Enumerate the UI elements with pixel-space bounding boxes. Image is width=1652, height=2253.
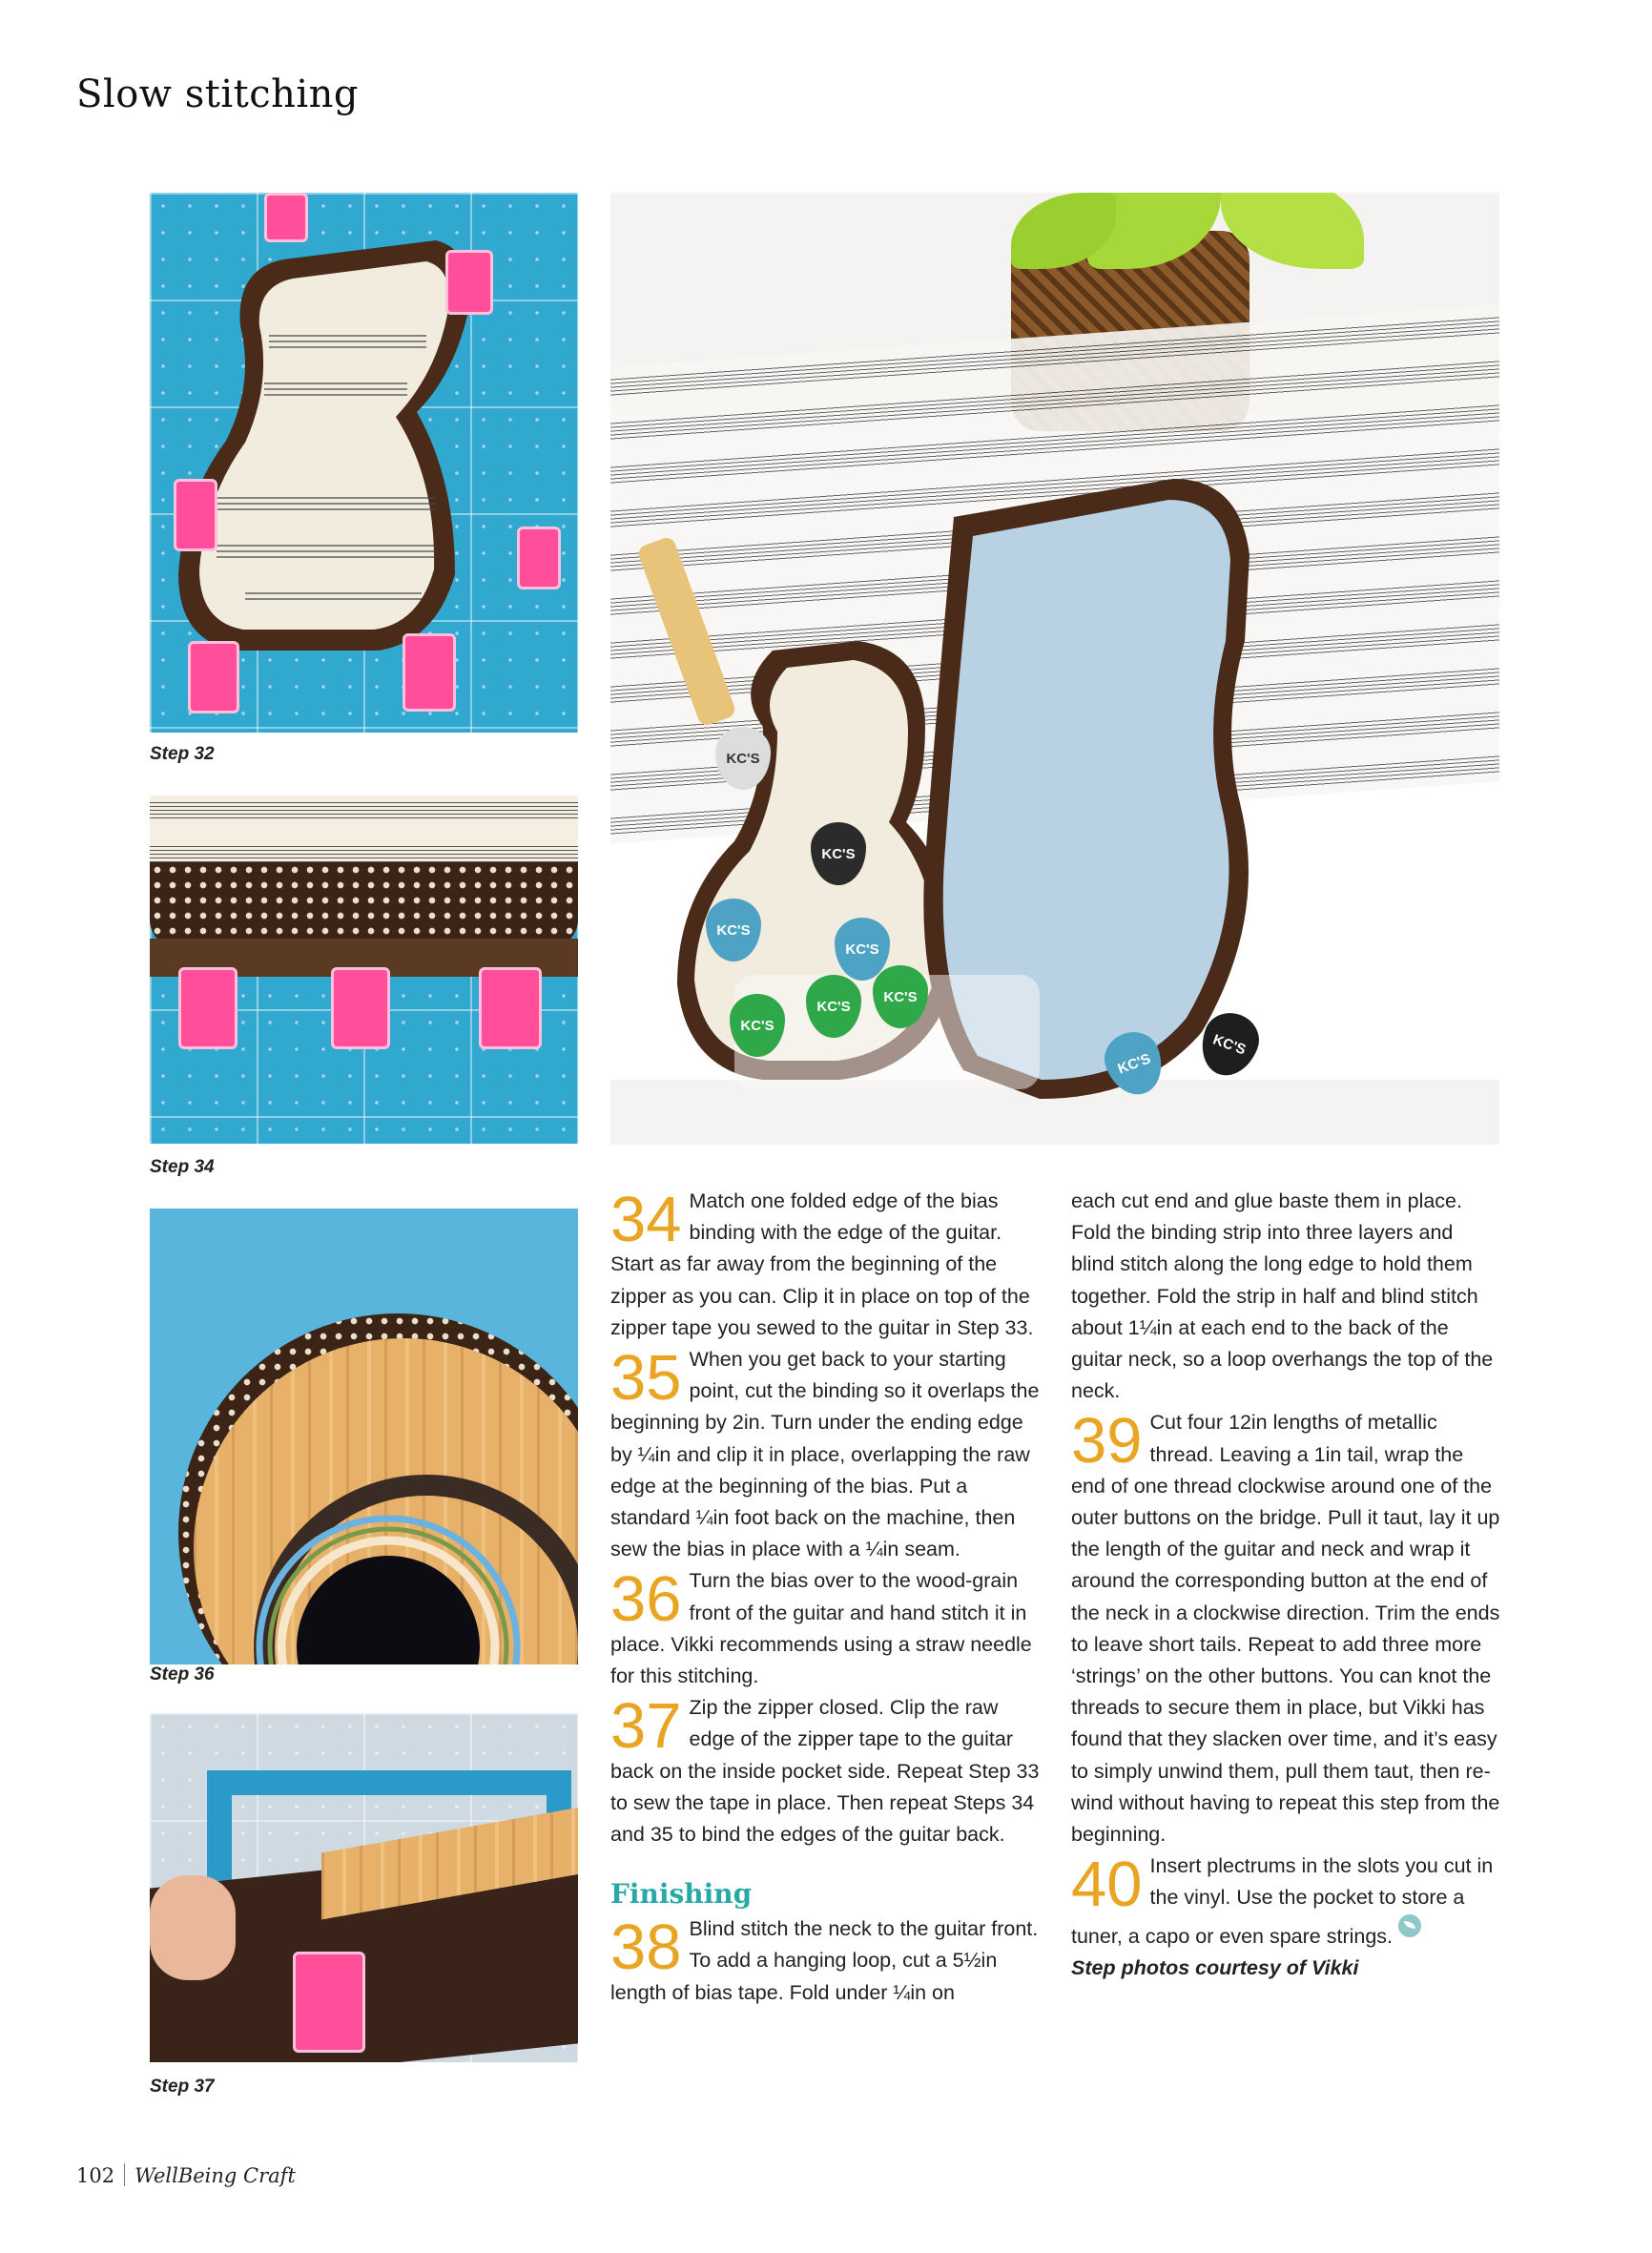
step-32-photo [150, 193, 578, 733]
step-number: 37 [610, 1690, 682, 1763]
step-text: Turn the bias over to the wood-grain front of the guitar and hand stitch it in place. Vikki recommends using a straw needle for this stitching. [610, 1569, 1032, 1688]
pick: KC'S [706, 899, 761, 961]
footer-divider [124, 2163, 125, 2186]
pick: KC'S [715, 727, 771, 790]
caption-step-34: Step 34 [150, 1157, 215, 1177]
step-number: 38 [610, 1912, 682, 1984]
step-number: 34 [610, 1184, 682, 1255]
text-column-1 [610, 1186, 1042, 2009]
step-number: 40 [1071, 1849, 1143, 1921]
step-37 [610, 1692, 1042, 1850]
step-38 [610, 1913, 1042, 2009]
step-38-continuation: each cut end and glue baste them in place. Fold the binding strip into three layers and blind stitch along the long edge to hold them together. Fold the strip in half and blind stitch about 1¼in at each end to the back of the guitar neck, so a loop overhangs the top of the neck. [1071, 1189, 1494, 1403]
page-footer [76, 2163, 296, 2187]
step-36-photo [150, 1209, 578, 1664]
photo-credit: Step photos courtesy of Vikki [1071, 1955, 1359, 1979]
step-text: Blind stitch the neck to the guitar front. To add a hanging loop, cut a 5½in length of bias tape. Fold under ¼in on [610, 1917, 1039, 2004]
step-text: Insert plectrums in the slots you cut in the vinyl. Use the pocket to store a tuner, a capo or even spare strings. [1071, 1854, 1494, 1948]
step-number: 39 [1071, 1405, 1143, 1478]
pick: KC'S [806, 975, 861, 1038]
step-text: When you get back to your starting point, cut the binding so it overlaps the beginning by 2in. Turn under the ending edge by ¼in and clip it in place, overlapping the raw edge at the beginning of the bias. Put a standard ¼in foot back on the machine, then sew the bias in place with a ¼in seam. [610, 1348, 1040, 1561]
pick: KC'S [835, 918, 890, 981]
caption-step-37: Step 37 [150, 2077, 215, 2097]
pick: KC'S [811, 822, 866, 885]
step-number: 36 [610, 1563, 682, 1636]
step-34-photo [150, 796, 578, 1144]
main-photo-guitar-case [610, 193, 1499, 1145]
step-text: Match one folded edge of the bias binding with the edge of the guitar. Start as far away from the beginning of the zipper as you can. Clip it in place on top of the zipper tape you sewed to the guitar in Step 33. [610, 1189, 1034, 1339]
pick: KC'S [1097, 1024, 1170, 1103]
pick: KC'S [873, 965, 928, 1028]
caption-step-32: Step 32 [150, 744, 215, 764]
step-34 [610, 1186, 1042, 1344]
page-number: 102 [76, 2164, 115, 2187]
step-35 [610, 1344, 1042, 1565]
step-39 [1071, 1407, 1500, 1850]
step-40 [1071, 1850, 1500, 1953]
magazine-name: WellBeing Craft [134, 2164, 296, 2187]
step-37-photo [150, 1713, 578, 2062]
section-title: Slow stitching [76, 72, 360, 116]
step-text: Zip the zipper closed. Clip the raw edge of the zipper tape to the guitar back on the inside pocket side. Repeat Step 33 to sew the tape in place. Then repeat Steps 34 and 35 to bind the edges of the guitar back. [610, 1696, 1040, 1847]
step-36 [610, 1565, 1042, 1692]
finishing-heading: Finishing [610, 1878, 753, 1911]
text-column-2 [1071, 1186, 1500, 1984]
caption-step-36: Step 36 [150, 1664, 215, 1685]
step-number: 35 [610, 1342, 682, 1415]
step-text: Cut four 12in lengths of metallic thread. Leaving a 1in tail, wrap the end of one thread clockwise around one of the outer buttons on the bridge. Pull it taut, lay it up the length of the guitar and neck and wrap it around the corresponding button at the end of the neck in a clockwise direction. Trim the ends to leave short tails. Repeat to add three more ‘strings’ on the other buttons. You can knot the threads to secure them in place, but Vikki has found that they slacken over time, and it’s easy to simply unwind them, pull them taut, then re-wind without having to repeat this step from the beginning. [1071, 1411, 1500, 1847]
end-mark-icon [1398, 1914, 1421, 1937]
pick: KC'S [1192, 1005, 1266, 1084]
pick: KC'S [730, 994, 785, 1057]
